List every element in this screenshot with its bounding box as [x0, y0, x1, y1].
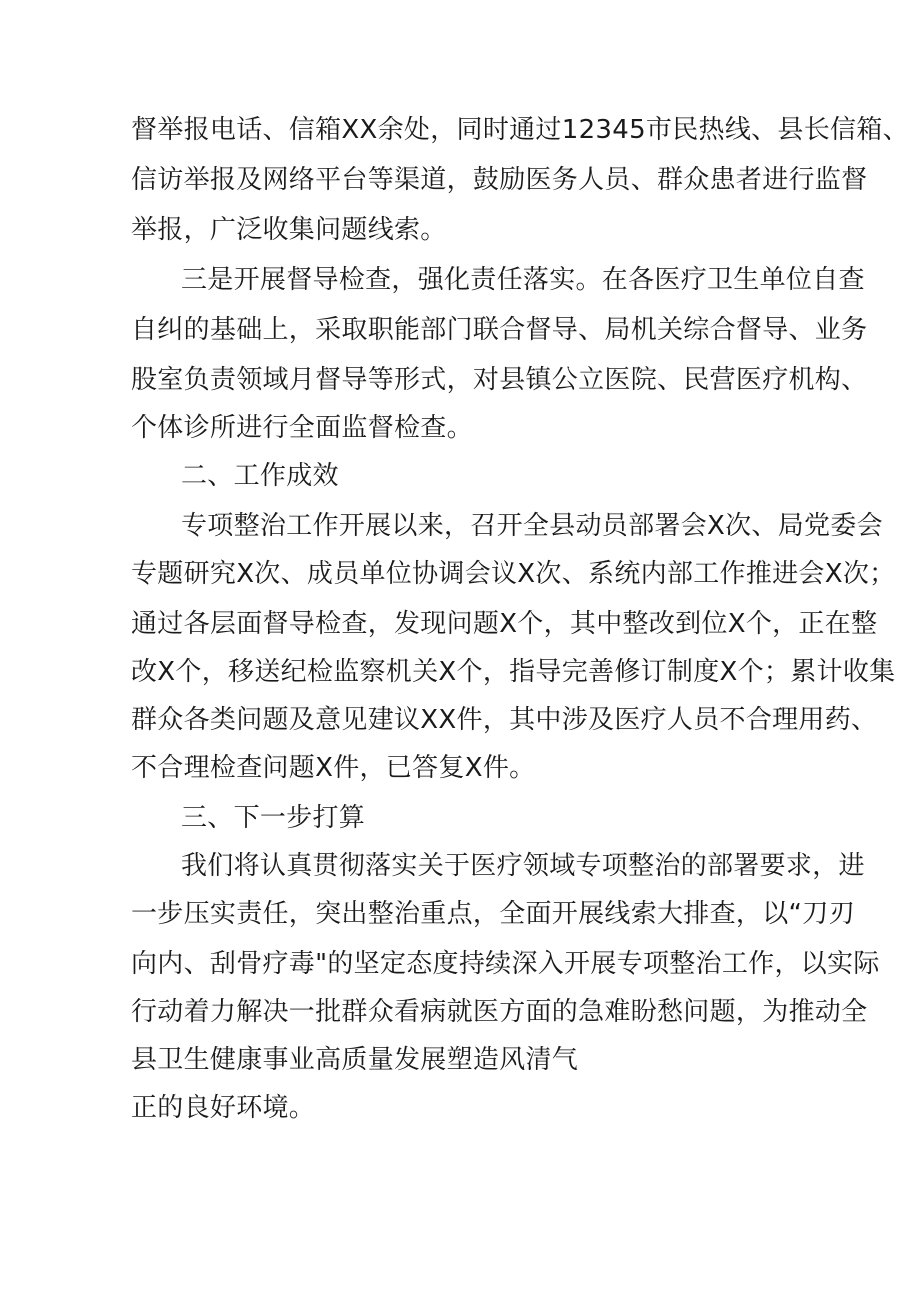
paragraph-4-line-2: 一步压实责任，突出整治重点，全面开展线索大排查，以“刀刃 [131, 899, 855, 929]
paragraph-3-line-6: 不合理检查问题X件，已答复X件。 [131, 753, 536, 783]
paragraph-1-line-2: 信访举报及网络平台等渠道，鼓励医务人员、群众患者进行监督 [131, 165, 868, 195]
paragraph-4-line-5: 县卫生健康事业高质量发展塑造风清气 [131, 1045, 579, 1075]
section-heading-results: 二、工作成效 [181, 461, 339, 491]
paragraph-4-line-4: 行动着力解决一批群众看病就医方面的急难盼愁问题，为推动全 [131, 997, 868, 1027]
paragraph-2-line-1: 三是开展督导检查，强化责任落实。在各医疗卫生单位自查 [181, 265, 865, 295]
paragraph-1-line-1: 督举报电话、信箱XX余处，同时通过12345市民热线、县长信箱、 [131, 115, 909, 145]
paragraph-2-line-2: 自纠的基础上，采取职能部门联合督导、局机关综合督导、业务 [131, 315, 868, 345]
paragraph-4-line-1: 我们将认真贯彻落实关于医疗领域专项整治的部署要求，进 [181, 851, 865, 881]
paragraph-3-line-2: 专题研究X次、成员单位协调会议X次、系统内部工作推进会X次； [131, 559, 896, 589]
paragraph-3-line-3: 通过各层面督导检查，发现问题X个，其中整改到位X个，正在整 [131, 609, 878, 639]
paragraph-1-line-3: 举报，广泛收集问题线索。 [131, 215, 447, 245]
paragraph-4-line-6: 正的良好环境。 [131, 1093, 316, 1123]
paragraph-2-line-3: 股室负责领域月督导等形式，对县镇公立医院、民营医疗机构、 [131, 365, 868, 395]
section-heading-next-steps: 三、下一步打算 [181, 803, 366, 833]
paragraph-2-line-4: 个体诊所进行全面监督检查。 [131, 413, 473, 443]
paragraph-4-line-3: 向内、刮骨疗毒"的坚定态度持续深入开展专项整治工作，以实际 [131, 949, 880, 979]
paragraph-3-line-4: 改X个，移送纪检监察机关X个，指导完善修订制度X个；累计收集 [131, 657, 896, 687]
paragraph-3-line-5: 群众各类问题及意见建议XX件，其中涉及医疗人员不合理用药、 [131, 705, 878, 735]
paragraph-3-line-1: 专项整治工作开展以来，召开全县动员部署会X次、局党委会 [181, 511, 883, 541]
